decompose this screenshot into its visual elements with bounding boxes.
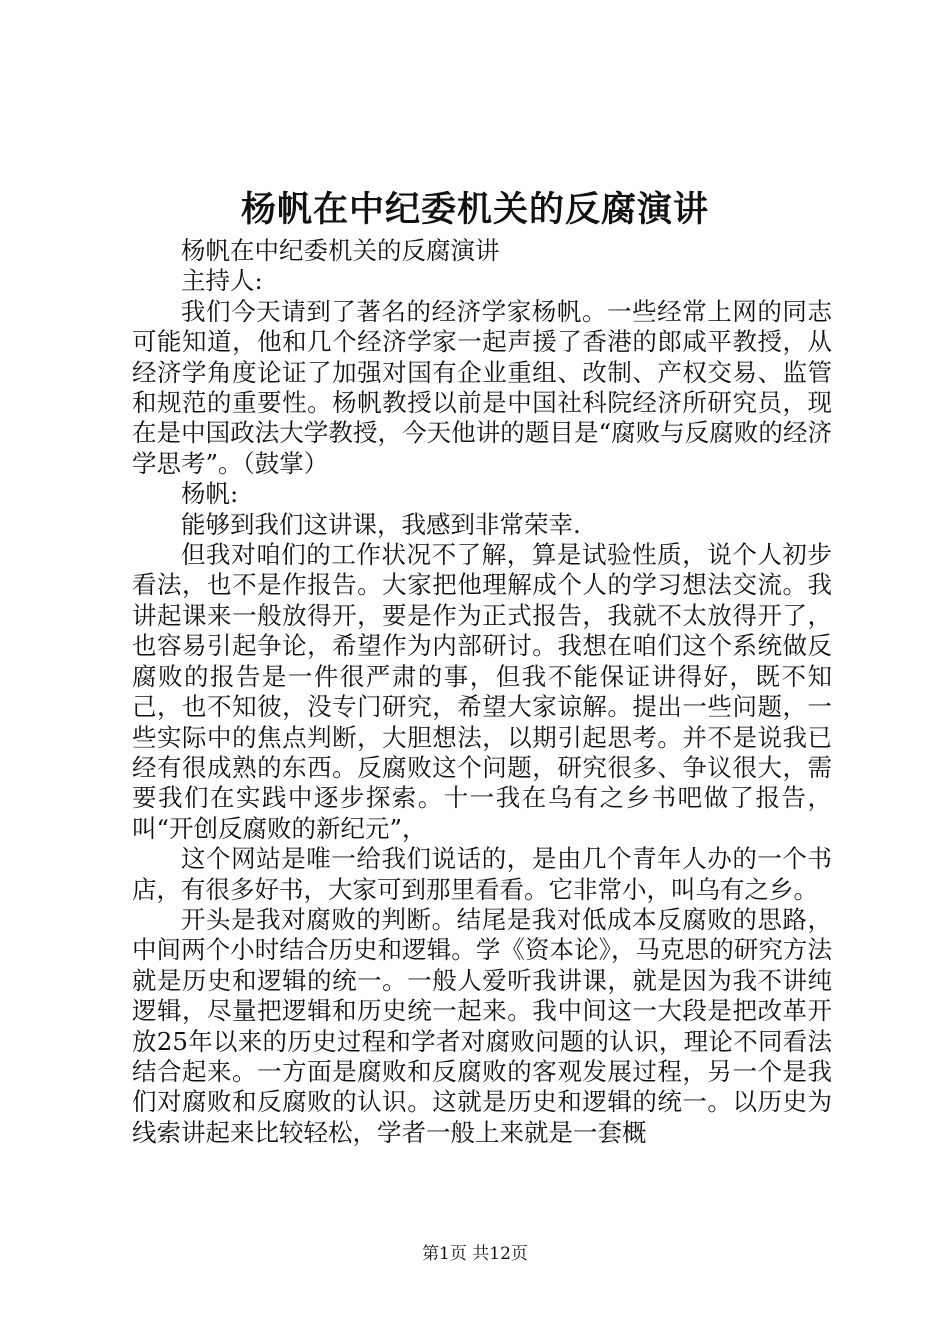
paragraph-speaker-yangfan: 杨帆: bbox=[181, 479, 239, 509]
paragraph-body: 开头是我对腐败的判断。结尾是我对低成本反腐败的思路，中间两个小时结合历史和逻辑。学《资本论》，马克思的研究方法就是历史和逻辑的统一。一般人爱听我讲课，就是因为我不讲纯逻辑，尽量把逻辑和历史统一起来。我中间这一大段是把改革开放25年以来的历史过程和学者对腐败问题的认识，理论不同看法结合起来。一方面是腐败和反腐败的客观发展过程，另一个是我们对腐败和反腐败的认识。这就是历史和逻辑的统一。以历史为线索讲起来比较轻松，学者一般上来就是一套概 bbox=[132, 904, 832, 1147]
document-body bbox=[132, 236, 832, 1148]
page-footer: 第1页 共12页 bbox=[422, 1244, 528, 1264]
document-title: 杨帆在中纪委机关的反腐演讲 bbox=[240, 189, 709, 230]
paragraph-body: 这个网站是唯一给我们说话的，是由几个青年人办的一个书店，有很多好书，大家可到那里看看。它非常小，叫乌有之乡。 bbox=[132, 844, 832, 904]
paragraph-opening: 能够到我们这讲课，我感到非常荣幸. bbox=[181, 509, 581, 539]
paragraph-heading: 杨帆在中纪委机关的反腐演讲 bbox=[181, 236, 500, 265]
paragraph-host-intro: 我们今天请到了著名的经济学家杨帆。一些经常上网的同志可能知道，他和几个经济学家一起声援了香港的郎咸平教授，从经济学角度论证了加强对国有企业重组、改制、产权交易、监管和规范的重要性。杨帆教授以前是中国社科院经济所研究员，现在是中国政法大学教授，今天他讲的题目是“腐败与反腐败的经济学思考”。（鼓掌） bbox=[132, 296, 832, 478]
paragraph-speaker-host: 主持人: bbox=[181, 266, 263, 296]
paragraph-body: 但我对咱们的工作状况不了解，算是试验性质，说个人初步看法，也不是作报告。大家把他理解成个人的学习想法交流。我讲起课来一般放得开，要是作为正式报告，我就不太放得开了，也容易引起争论，希望作为内部研讨。我想在咱们这个系统做反腐败的报告是一件很严肃的事，但我不能保证讲得好，既不知己，也不知彼，没专门研究，希望大家谅解。提出一些问题，一些实际中的焦点判断，大胆想法，以期引起思考。并不是说我已经有很成熟的东西。反腐败这个问题，研究很多、争议很大，需要我们在实践中逐步探索。十一我在乌有之乡书吧做了报告，叫“开创反腐败的新纪元”， bbox=[132, 540, 832, 843]
